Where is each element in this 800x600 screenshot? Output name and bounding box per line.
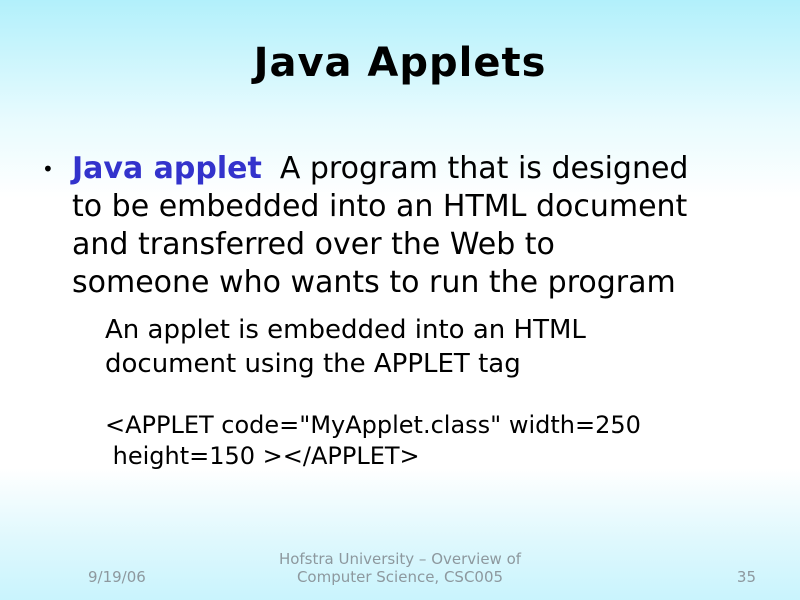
- sub-note-line: document using the APPLET tag: [105, 349, 521, 379]
- bullet-line: [72, 150, 688, 188]
- slide-title: Java Applets: [253, 40, 547, 86]
- sub-note-line: An applet is embedded into an HTML: [105, 315, 586, 345]
- term-java-applet: Java applet: [72, 151, 262, 186]
- footer-credit-line: Computer Science, CSC005: [296, 568, 504, 586]
- bullet-marker: •: [42, 157, 54, 181]
- code-line: <APPLET code="MyApplet.class" width=250: [105, 411, 641, 439]
- applet-code-sample: [105, 410, 641, 472]
- code-line: height=150 ></APPLET>: [105, 442, 420, 470]
- bullet-line: and transferred over the Web to: [72, 227, 555, 262]
- bullet-line-text: A program that is designed: [279, 151, 689, 186]
- bullet-text: [72, 150, 688, 302]
- slide-number: 35: [736, 568, 756, 586]
- footer-date: 9/19/06: [88, 568, 146, 586]
- footer-credit: [0, 550, 800, 586]
- footer-credit-line: Hofstra University – Overview of: [278, 550, 522, 568]
- bullet-item: [42, 150, 762, 302]
- bullet-line: someone who wants to run the program: [72, 265, 676, 300]
- sub-note: [105, 313, 586, 381]
- bullet-line: to be embedded into an HTML document: [72, 189, 688, 224]
